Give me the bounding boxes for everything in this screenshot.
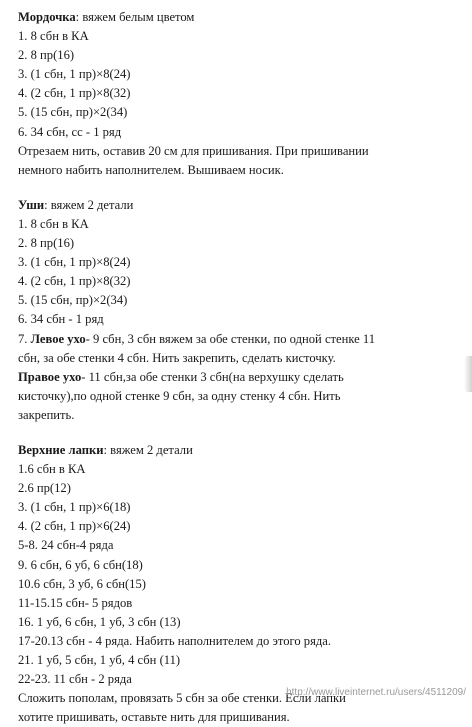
face-title-suffix: : вяжем белым цветом xyxy=(75,10,195,24)
paws-row: 4. (2 сбн, 1 пр)×6(24) xyxy=(18,519,131,534)
right-ear-title: Правое ухо xyxy=(18,369,82,384)
paws-row: 2.6 пр(12) xyxy=(18,481,71,496)
face-note: немного набить наполнителем. Вышиваем носик. xyxy=(18,162,284,177)
right-ear-line xyxy=(18,368,452,387)
face-row: 6. 34 сбн, сс - 1 ряд xyxy=(18,124,122,139)
source-watermark: http://www.liveinternet.ru/users/4511209/ xyxy=(286,687,466,698)
paws-note: Сложить пополам, провязать 5 сбн за обе стенки. Если лапки xyxy=(18,691,346,706)
ears-row: 5. (15 сбн, пр)×2(34) xyxy=(18,293,128,308)
paws-row: 5-8. 24 сбн-4 ряда xyxy=(18,538,114,553)
paws-title: Верхние лапки xyxy=(18,442,104,457)
paws-row: 1.6 сбн в КА xyxy=(18,462,86,477)
face-heading xyxy=(18,8,452,27)
paws-row: 16. 1 уб, 6 сбн, 1 уб, 3 сбн (13) xyxy=(18,614,181,629)
left-ear-title: Левое ухо xyxy=(30,331,86,346)
right-ear-text: - 11 сбн,за обе стенки 3 сбн(на верхушку сделать xyxy=(81,369,344,384)
right-ear-text-end: закрепить. xyxy=(18,407,75,422)
face-row: 4. (2 сбн, 1 пр)×8(32) xyxy=(18,86,131,101)
paws-row: 10.6 сбн, 3 уб, 6 сбн(15) xyxy=(18,576,146,591)
paws-row: 21. 1 уб, 5 сбн, 1 уб, 4 сбн (11) xyxy=(18,653,181,667)
ears-row: 1. 8 сбн в КА xyxy=(18,216,89,231)
face-row: 5. (15 сбн, пр)×2(34) xyxy=(18,105,128,120)
ears-heading xyxy=(18,196,452,215)
ears-row: 3. (1 сбн, 1 пр)×8(24) xyxy=(18,255,131,270)
face-row: 2. 8 пр(16) xyxy=(18,48,75,63)
page-edge-shadow xyxy=(464,356,472,392)
face-title: Мордочка xyxy=(18,10,76,24)
right-ear-text-cont: кисточку),по одной стенке 9 сбн, за одну стенку 4 сбн. Нить xyxy=(18,388,341,403)
paws-note: хотите пришивать, оставьте нить для пришивания. xyxy=(18,710,290,725)
face-note: Отрезаем нить, оставив 20 см для пришивания. При пришивании xyxy=(18,143,369,158)
paws-row: 17-20.13 сбн - 4 ряда. Набить наполнителем до этого ряда. xyxy=(18,633,332,648)
left-ear-text: - 9 сбн, 3 сбн вяжем за обе стенки, по одной стенке 11 xyxy=(85,331,376,346)
left-ear-line xyxy=(18,330,452,349)
ears-row: 2. 8 пр(16) xyxy=(18,236,75,251)
left-ear-text-cont: сбн, за обе стенки 4 сбн. Нить закрепить, сделать кисточку. xyxy=(18,350,336,365)
left-ear-prefix: 7. xyxy=(18,331,31,346)
face-row: 3. (1 сбн, 1 пр)×8(24) xyxy=(18,67,131,82)
face-row: 1. 8 сбн в КА xyxy=(18,29,89,44)
ears-title-suffix: : вяжем 2 детали xyxy=(44,197,134,212)
paws-row: 9. 6 сбн, 6 уб, 6 сбн(18) xyxy=(18,557,143,572)
ears-row: 6. 34 сбн - 1 ряд xyxy=(18,312,104,327)
ears-row: 4. (2 сбн, 1 пр)×8(32) xyxy=(18,274,131,289)
paws-row: 3. (1 сбн, 1 пр)×6(18) xyxy=(18,500,131,515)
paws-row: 11-15.15 сбн- 5 рядов xyxy=(18,595,133,610)
paws-heading xyxy=(18,441,452,460)
pattern-document xyxy=(18,8,452,727)
paws-title-suffix: : вяжем 2 детали xyxy=(103,442,193,457)
ears-title: Уши xyxy=(18,197,45,212)
paws-row: 22-23. 11 сбн - 2 ряда xyxy=(18,672,132,687)
